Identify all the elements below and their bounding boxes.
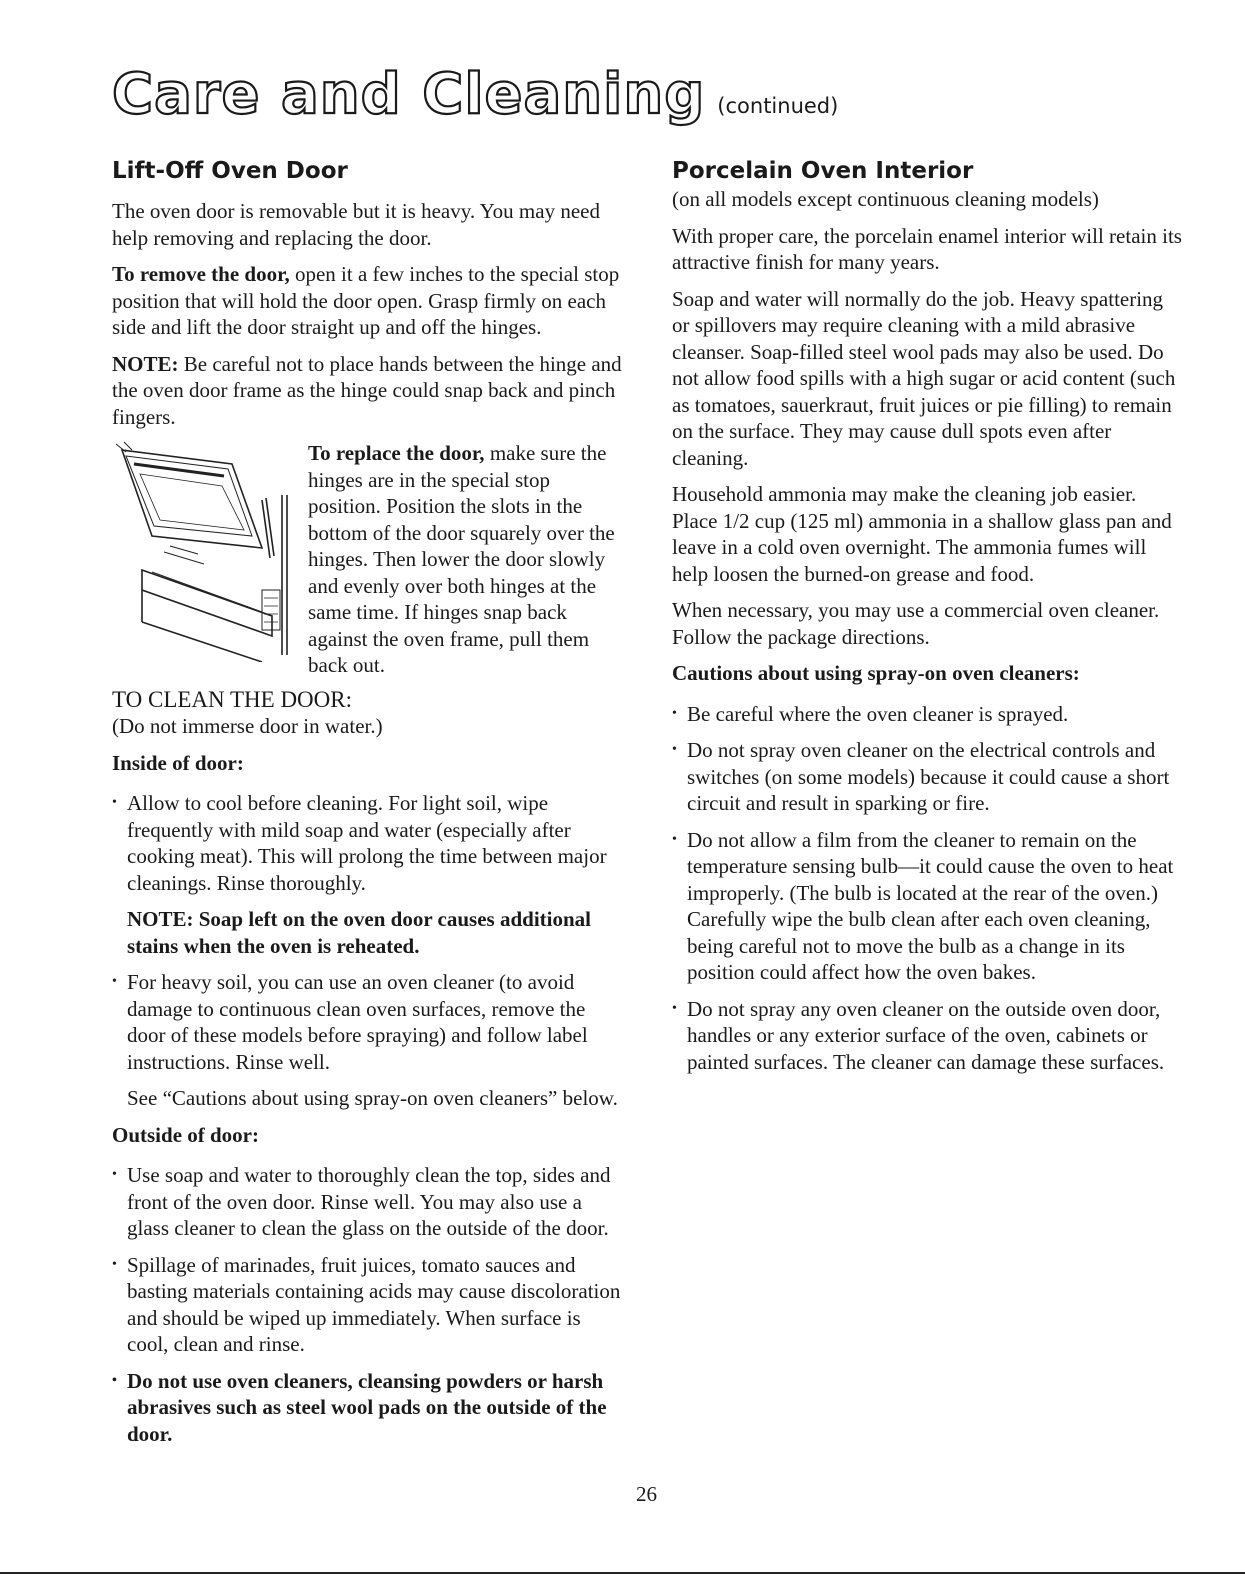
porcelain-paragraph-3: Household ammonia may make the cleaning job easier. Place 1/2 cup (125 ml) ammonia in a shallow glass pan and leave in a cold oven overnight. The ammonia fumes will help loosen the burned-on grease and food. xyxy=(672,482,1172,586)
remove-door-text: open it a few inches to the special stop position that will hold the door open. Grasp firmly on each side and lift the door straight up and off the hinges. xyxy=(112,262,620,339)
remove-door-label: To remove the door, xyxy=(112,262,290,286)
hinge-note-text: Be careful not to place hands between the hinge and the oven door frame as the hinge could snap back and pinch fingers. xyxy=(112,351,622,429)
list-item: • Do not spray oven cleaner on the electrical controls and switches (on some models) because it could cause a short circuit and result in sparking or fire. xyxy=(672,737,1182,817)
outside-door-list xyxy=(112,1162,622,1447)
clean-door-subtext: (Do not immerse door in water.) xyxy=(112,714,383,738)
page-title: Care and Cleaning xyxy=(112,62,706,127)
inside-door-heading: Inside of door: xyxy=(112,750,244,775)
list-item: • For heavy soil, you can use an oven cleaner (to avoid damage to continuous clean oven surfaces, remove the door of these models before spraying) and follow label instructions. Rinse well. xyxy=(112,969,622,1075)
section-heading-lift-off-door: Lift-Off Oven Door xyxy=(112,158,348,184)
soap-note: NOTE: Soap left on the oven door causes additional stains when the oven is reheated. xyxy=(127,907,591,958)
lift-off-intro: The oven door is removable but it is heavy. You may need help removing and replacing the door. xyxy=(112,199,600,250)
hinge-note-label: NOTE: xyxy=(112,351,179,376)
list-item: • Do not allow a film from the cleaner to remain on the temperature sensing bulb—it could cause the oven to heat improperly. (The bulb is located at the rear of the oven.) Carefully wipe the bulb clean after each oven cleaning, being careful not to move the bulb as a change in its position could affect how the oven bakes. xyxy=(672,827,1182,986)
hinge-note-paragraph xyxy=(112,351,622,431)
replace-door-paragraph xyxy=(308,440,622,679)
porcelain-subtext: (on all models except continuous cleaning models) xyxy=(672,187,1099,211)
porcelain-paragraph-4: When necessary, you may use a commercial oven cleaner. Follow the package directions. xyxy=(672,598,1160,649)
page-bottom-rule xyxy=(0,1572,1245,1574)
porcelain-paragraph-1: With proper care, the porcelain enamel interior will retain its attractive finish for many years. xyxy=(672,223,1182,274)
list-item: • Use soap and water to thoroughly clean the top, sides and front of the oven door. Rinse well. You may also use a glass cleaner to clean the glass on the outside of the door. xyxy=(112,1162,622,1242)
cautions-heading: Cautions about using spray-on oven cleaners: xyxy=(672,661,1080,685)
list-item: • Allow to cool before cleaning. For light soil, wipe frequently with mild soap and water (especially after cooking meat). This will prolong the time between major cleanings. Rinse thoroughly. xyxy=(112,790,622,896)
replace-door-block xyxy=(112,440,622,679)
remove-door-paragraph xyxy=(112,261,622,341)
oven-door-illustration xyxy=(112,440,302,662)
cautions-list xyxy=(672,701,1182,1076)
page-number: 26 xyxy=(636,1482,657,1506)
outside-door-heading: Outside of door: xyxy=(112,1122,259,1147)
see-cautions-text: See “Cautions about using spray-on oven cleaners” below. xyxy=(127,1086,618,1110)
page-header xyxy=(112,62,838,127)
replace-door-text: make sure the hinges are in the special stop position. Position the slots in the bottom of the door squarely over the hinges. Then lower the door slowly and evenly over both hinges at the same time. If hinges snap back against the oven frame, pull them back out. xyxy=(308,441,615,677)
list-item: • Spillage of marinades, fruit juices, tomato sauces and basting materials containing acids may cause discoloration and should be wiped up immediately. When surface is cool, clean and rinse. xyxy=(112,1252,622,1358)
inside-door-list-2 xyxy=(112,969,622,1075)
list-item: • Do not spray any oven cleaner on the outside oven door, handles or any exterior surface of the oven, cabinets or painted surfaces. The cleaner can damage these surfaces. xyxy=(672,996,1182,1076)
page-title-continued: (continued) xyxy=(717,94,839,118)
list-item-warning: • Do not use oven cleaners, cleansing powders or harsh abrasives such as steel wool pads on the outside of the door. xyxy=(112,1368,622,1448)
list-item: • Be careful where the oven cleaner is sprayed. xyxy=(672,701,1182,728)
replace-door-label: To replace the door, xyxy=(308,441,485,465)
porcelain-paragraph-2: Soap and water will normally do the job. Heavy spattering or spillovers may require cleaning with a mild abrasive cleanser. Soap-filled steel wool pads may also be used. Do not allow food spills with a high sugar or acid content (such as tomatoes, sauerkraut, fruit juices or pie filling) to remain on the surface. They may cause dull spots even after cleaning. xyxy=(672,286,1176,470)
left-column xyxy=(112,156,622,1457)
right-column xyxy=(672,156,1182,1085)
section-heading-porcelain-interior: Porcelain Oven Interior xyxy=(672,158,974,184)
inside-door-list xyxy=(112,790,622,896)
clean-door-heading: TO CLEAN THE DOOR: xyxy=(112,686,353,712)
